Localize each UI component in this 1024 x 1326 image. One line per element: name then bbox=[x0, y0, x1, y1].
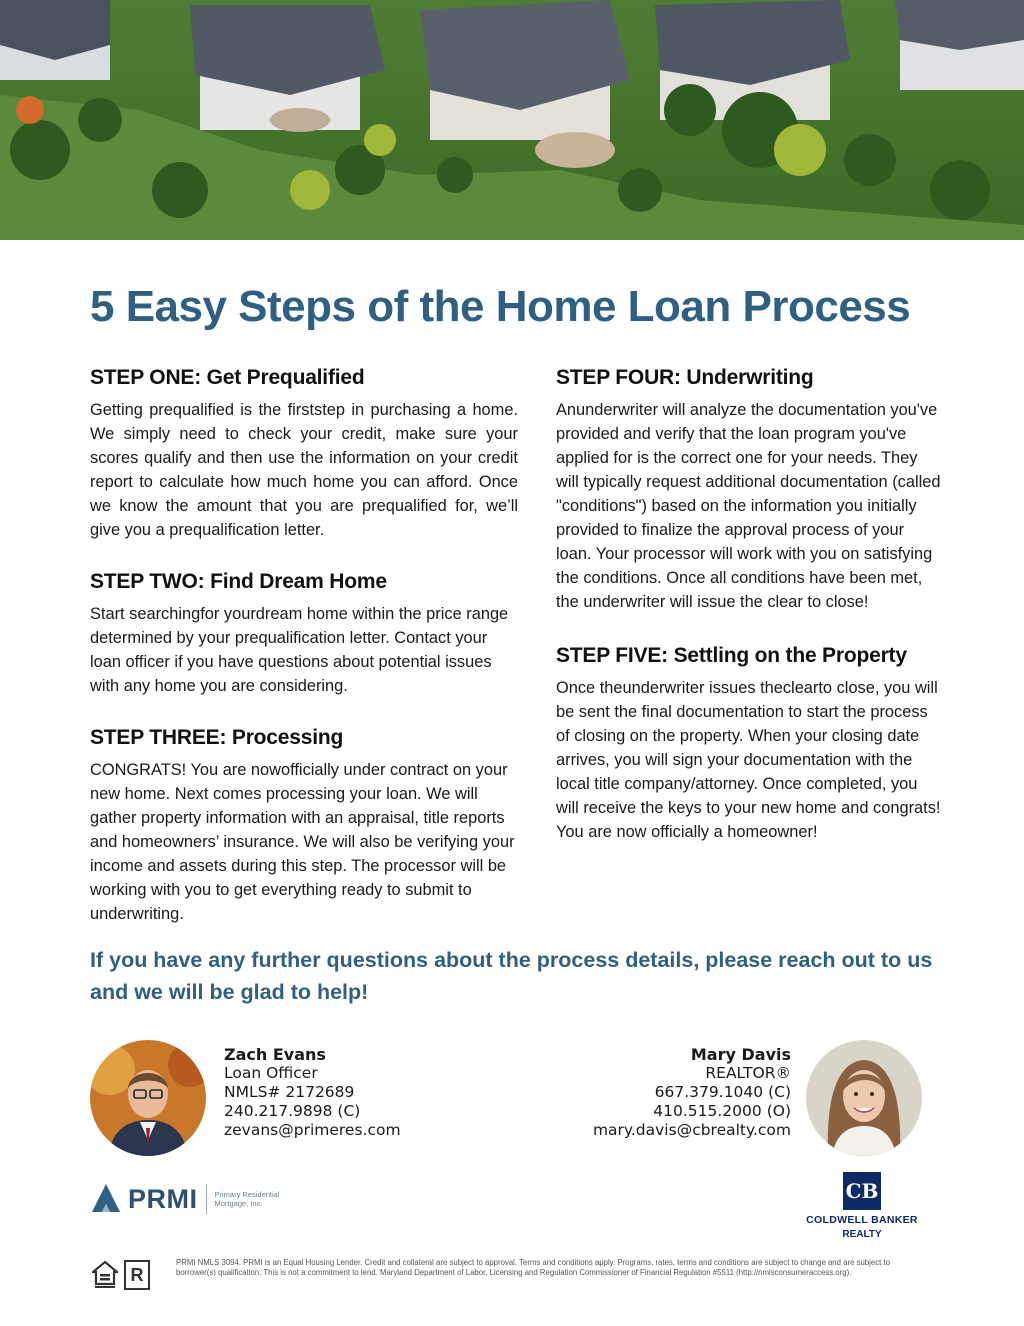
step-body: Start searchingfor yourdream home within the price range determined by your prequalification letter. Contact your loan officer if you have questions about potential issues with any home you are considering. bbox=[90, 605, 509, 695]
prmi-subtitle: Primary Residential Mortgage, Inc. bbox=[214, 1190, 280, 1208]
contact-nmls: NMLS# 2172689 bbox=[224, 1083, 355, 1101]
contact-role: REALTOR® bbox=[705, 1064, 791, 1082]
contact-zach-evans bbox=[224, 1045, 401, 1140]
cb-realty: REALTY bbox=[842, 1229, 882, 1240]
realtor-icon: R bbox=[124, 1260, 150, 1290]
contact-mary-davis bbox=[593, 1045, 791, 1140]
portrait-photo bbox=[90, 1040, 206, 1156]
contact-name: Zach Evans bbox=[224, 1045, 326, 1064]
avatar-mary-davis bbox=[806, 1040, 922, 1156]
step-heading: STEP FOUR: Underwriting bbox=[556, 366, 814, 389]
prmi-logo bbox=[90, 1182, 295, 1216]
step-heading: STEP TWO: Find Dream Home bbox=[90, 570, 387, 593]
step-one bbox=[90, 366, 518, 542]
coldwell-banker-logo bbox=[800, 1172, 924, 1240]
contact-phone: 240.217.9898 (C) bbox=[224, 1102, 361, 1120]
legal-disclaimer: PRMI NMLS 3094. PRMI is an Equal Housing Lender. Credit and collateral are subject to approval. Terms and conditions apply. Programs, rates, terms and conditions are subject to change and are subject to borrower(s) qualification. This is not a commitment to lend. Maryland Department of Labor, Licensing and Regulation Commissioner of Financial Regulation #5511 (http://nmlsconsumeraccess.org). bbox=[176, 1258, 890, 1277]
contact-role: Loan Officer bbox=[224, 1064, 318, 1082]
contact-email[interactable]: mary.davis@cbrealty.com bbox=[592, 1121, 791, 1139]
cb-wordmark: COLDWELL BANKER bbox=[806, 1214, 918, 1226]
contact-name: Mary Davis bbox=[690, 1045, 791, 1064]
compliance-icons bbox=[92, 1260, 150, 1290]
step-body: Once theunderwriter issues theclearto close, you will be sent the final documentation to start the process of closing on the property. When your closing date arrives, you will sign your documentation with the local title company/attorney. Once completed, you will receive the keys to your new home and congrats! You are now officially a homeowner! bbox=[556, 679, 941, 841]
contact-phone-office: 410.515.2000 (O) bbox=[653, 1102, 791, 1120]
steps-left-column bbox=[90, 366, 518, 954]
avatar-zach-evans bbox=[90, 1040, 206, 1156]
step-body: CONGRATS! You are nowofficially under contract on your new home. Next comes processing your loan. We will gather property information with an appraisal, title reports and homeowners’ insurance. We will also be verifying your income and assets during this step. The processor will be working with you to get everything ready to submit to underwriting. bbox=[90, 761, 515, 923]
step-three bbox=[90, 726, 518, 926]
step-two bbox=[90, 570, 518, 698]
page-title: 5 Easy Steps of the Home Loan Process bbox=[90, 282, 911, 331]
step-heading: STEP THREE: Processing bbox=[90, 726, 344, 749]
logo-divider bbox=[206, 1184, 207, 1214]
step-body: Anunderwriter will analyze the documentation you've provided and verify that the loan program you've applied for is the correct one for your needs. They will typically request additional documentation (called "conditions") based on the information you initially provided to finalize the approval process of your loan. Your processor will work with you on satisfying the conditions. Once all conditions have been met, the underwriter will issue the clear to close! bbox=[556, 401, 941, 611]
prmi-wordmark: PRMI bbox=[128, 1183, 198, 1214]
step-four bbox=[556, 366, 941, 614]
step-five bbox=[556, 644, 941, 844]
step-heading: STEP ONE: Get Prequalified bbox=[90, 366, 365, 389]
equal-housing-icon bbox=[92, 1260, 118, 1290]
contact-phone-cell: 667.379.1040 (C) bbox=[654, 1083, 791, 1101]
portrait-photo bbox=[806, 1040, 922, 1156]
step-heading: STEP FIVE: Settling on the Property bbox=[556, 644, 907, 667]
cb-mark: CB bbox=[843, 1172, 881, 1210]
step-body: Getting prequalified is the firststep in purchasing a home. We simply need to check your credit, make sure your scores qualify and then use the information on your credit report to calculate how much home you can afford. Once we know the amount that you are prequalified for, we’ll give you a prequalification letter. bbox=[90, 401, 518, 539]
steps-right-column bbox=[556, 366, 941, 874]
contact-email[interactable]: zevans@primeres.com bbox=[224, 1121, 401, 1139]
closing-message: If you have any further questions about the process details, please reach out to us and we will be glad to help! bbox=[90, 948, 933, 1004]
prmi-mark-icon bbox=[90, 1182, 122, 1216]
hero-photo bbox=[0, 0, 1024, 240]
aerial-neighborhood-photo bbox=[0, 0, 1024, 240]
